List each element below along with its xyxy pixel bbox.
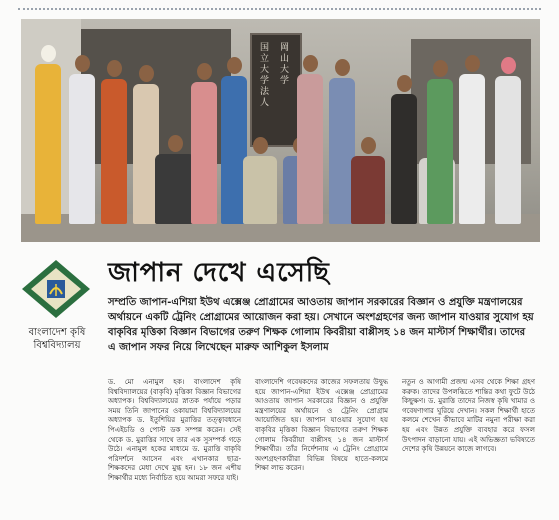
person [191,63,217,224]
institution-name-line1: বাংলাদেশ কৃষি [28,327,86,338]
institution-name [16,326,98,352]
person [427,60,453,224]
person [35,45,61,224]
university-signboard: 国立大学法人 岡山大学 [250,33,302,147]
person [155,135,195,224]
university-emblem [20,258,92,320]
lead-text: সম্প্রতি জাপান-এশিয়া ইউথ এক্সেঞ্জ প্রোগ্রামের আওতায় জাপান সরকারের বিজ্ঞান ও প্রযুক্তি মন্ত্রণালয়ের অর্থায়নে একটি ট্রেনিং প্রোগ্রামের আয়োজন করা হয়। সেখানে অংশগ্রহণের জন্য জাপান যাওয়ার সুযোগ হয় বাকৃবির মৃত্তিকা বিজ্ঞান বিভাগের তরুণ শিক্ষক গোলাম কিবরীয়া বাপ্পীসহ ১৪ জন মাস্টার্স শিক্ষার্থীর। তাদের এ জাপান সফর নিয়ে লিখেছেন [108,297,534,353]
person [69,55,95,224]
person [391,75,417,224]
person [297,55,323,224]
byline: মারুফ আশিকুল ইসলাম [235,342,329,353]
institution-name-line2: বিশ্ববিদ্যালয় [33,340,81,351]
article-column-3: নতুন ও আগামী প্রজন্ম এসব থেকে শিক্ষা গ্রহণ করুক। তাদের উপলব্ধিতে শান্তির কথা ফুটে উঠে কিছুক্ষণ। ড. মুরাত্তি তাদের নিজস্ব কৃষি খামার ও গবেষণাগার ঘুরিয়ে দেখান। সকল শিক্ষার্থী হাতে কলমে শেখেন কীভাবে মাটির নমুনা পরীক্ষা করা হয় এবং উন্নত প্রযুক্তি ব্যবহার করে ফসল উৎপাদন বাড়ানো যায়। এই অভিজ্ঞতা ভবিষ্যতে দেশের কৃষি উন্নয়নে কাজে লাগবে। [402,378,535,454]
page-top-dotted-rule [18,8,541,10]
person [243,137,277,224]
person [101,60,127,224]
person [495,57,521,224]
person [459,55,485,224]
group-photo [21,19,540,242]
article-lead [108,295,536,355]
article-column-2: বাংলাদেশি গবেষকদের কাজের সফলতায় উদ্বুদ্ধ হয়ে জাপান-এশিয়া ইউথ এক্সেঞ্জ প্রোগ্রামের আওতায় জাপান সরকারের বিজ্ঞান ও প্রযুক্তি মন্ত্রণালয়ের অর্থায়নে ও ট্রেনিং প্রোগ্রাম আয়োজিত হয়। জাপান যাওয়ার সুযোগ হয় বাকৃবির মৃত্তিকা বিজ্ঞান বিভাগের তরুণ শিক্ষক গোলাম কিবরীয়া বাপ্পীসহ ১৪ জন মাস্টার্স শিক্ষার্থীর। তাঁর নির্দেশনায় এ ট্রেনিং প্রোগ্রামে অংশগ্রহণকারীরা বিভিন্ন বিষয়ে হাতে-কলমে শিক্ষা লাভ করেন। [255,378,388,473]
article-headline: জাপান দেখে এসেছি [108,258,330,288]
person [351,137,385,224]
article-column-1: ড. মো এনামুল হক। বাংলাদেশ কৃষি বিশ্ববিদ্যালয়ের (বাকৃবি) মৃত্তিকা বিজ্ঞান বিভাগের অধ্যাপক। বিশ্ববিদ্যালয়ের স্নাতক পর্যায়ে পড়ার সময় তিনি জাপানের ওকায়ামা বিশ্ববিদ্যালয়ের অধ্যাপক ড. ইতুশিয়ির মুরাত্তির তত্ত্বাবধানে পিএইচডি ও পোস্ট ডক সম্পন্ন করেন। সেই থেকে ড. মুরাত্তির সাথে তার এক সুসম্পর্ক গড়ে উঠে। এনামুল হকের মাধ্যমে ড. মুরাত্তি বাকৃবি পরিদর্শনে আসেন এবং এখানকার ছাত্র-শিক্ষকদের মেধা দেখে মুগ্ধ হন। ১৮ জন এশীয় শিক্ষার্থীর মধ্যে নির্বাচিত হয়ে আমরা সফরে যাই। [108,378,241,482]
